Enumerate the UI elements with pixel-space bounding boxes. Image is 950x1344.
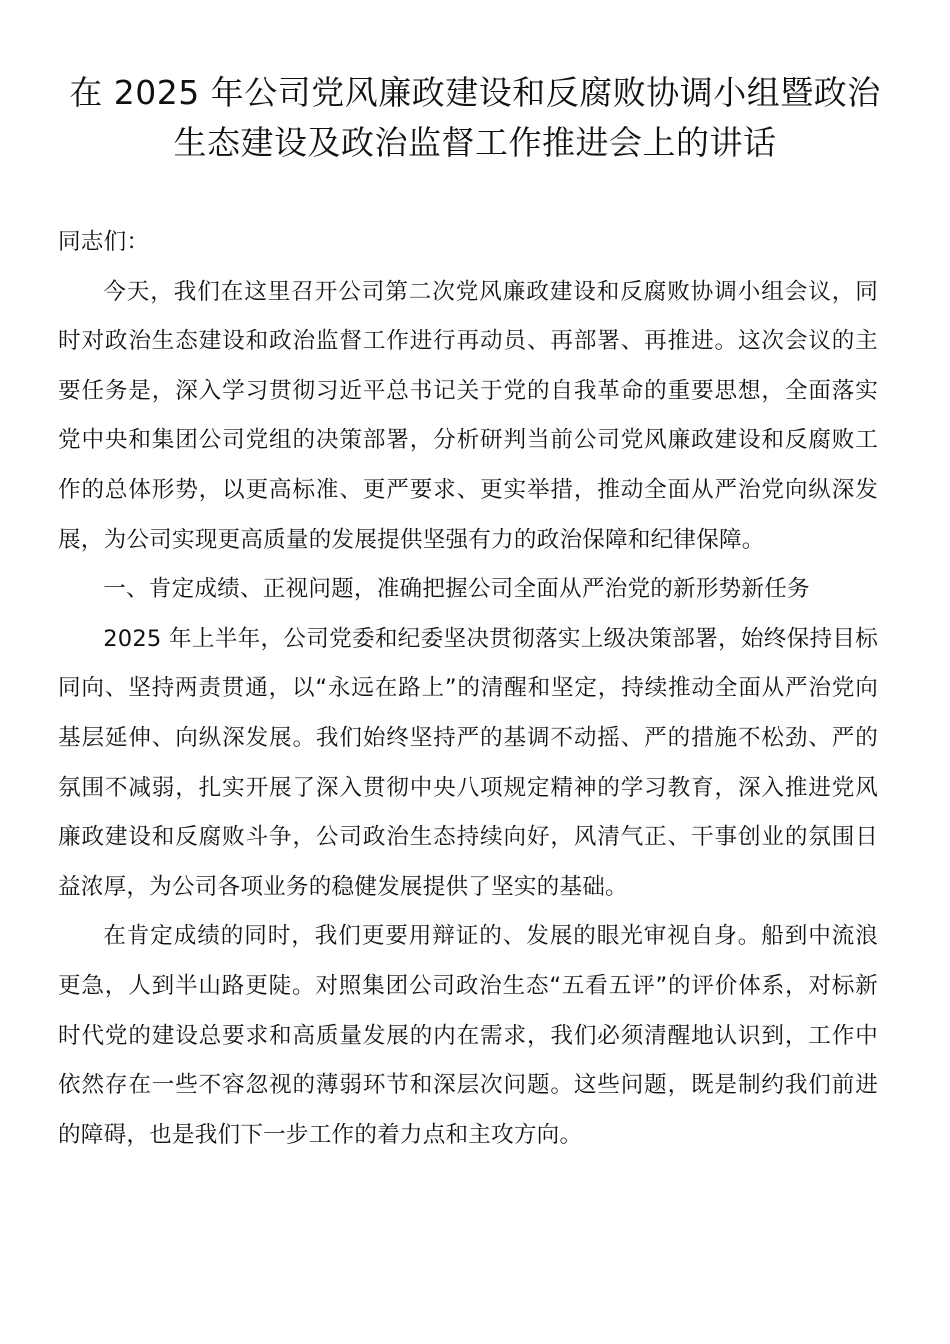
document-title: 在 2025 年公司党风廉政建设和反腐败协调小组暨政治生态建设及政治监督工作推进会上的讲话 <box>69 73 881 162</box>
paragraph-problems: 在肯定成绩的同时，我们更要用辩证的、发展的眼光审视自身。船到中流浪更急，人到半山路更陡。对照集团公司政治生态“五看五评”的评价体系，对标新时代党的建设总要求和高质量发展的内在需求，我们必须清醒地认识到，工作中依然存在一些不容忽视的薄弱环节和深层次问题。这些问题，既是制约我们前进的障碍，也是我们下一步工作的着力点和主攻方向。 <box>58 923 878 1148</box>
salutation: 同志们： <box>58 229 150 255</box>
paragraph-opening: 今天，我们在这里召开公司第二次党风廉政建设和反腐败协调小组会议，同时对政治生态建设和政治监督工作进行再动员、再部署、再推进。这次会议的主要任务是，深入学习贯彻习近平总书记关于党的自我革命的重要思想，全面落实党中央和集团公司党组的决策部署，分析研判当前公司党风廉政建设和反腐败工作的总体形势，以更高标准、更严要求、更实举措，推动全面从严治党向纵深发展，为公司实现更高质量的发展提供坚强有力的政治保障和纪律保障。 <box>58 278 878 553</box>
section-heading-1: 一、肯定成绩、正视问题，准确把握公司全面从严治党的新形势新任务 <box>103 576 810 603</box>
document-body <box>58 218 878 1160</box>
paragraph-achievements: 2025 年上半年，公司党委和纪委坚决贯彻落实上级决策部署，始终保持目标同向、坚持两责贯通，以“永远在路上”的清醒和坚定，持续推动全面从严治党向基层延伸、向纵深发展。我们始终坚持严的基调不动摇、严的措施不松劲、严的氛围不减弱，扎实开展了深入贯彻中央八项规定精神的学习教育，深入推进党风廉政建设和反腐败斗争，公司政治生态持续向好，风清气正、干事创业的氛围日益浓厚，为公司各项业务的稳健发展提供了坚实的基础。 <box>58 625 878 900</box>
